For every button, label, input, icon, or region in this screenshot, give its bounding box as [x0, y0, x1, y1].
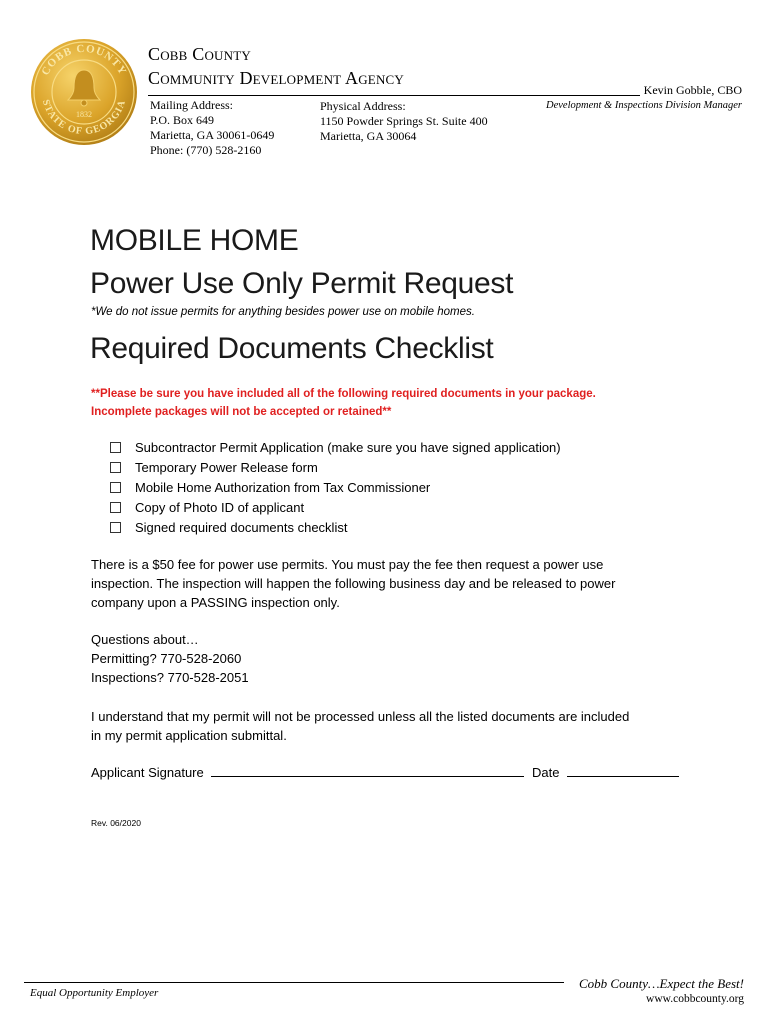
checklist-item: [110, 497, 561, 517]
checklist-item: [110, 517, 561, 537]
paragraph-line: There is a $50 fee for power use permits. You must pay the fee then request a power use: [91, 557, 604, 572]
power-use-note: *We do not issue permits for anything besides power use on mobile homes.: [91, 306, 475, 318]
physical-address-line: Marietta, GA 30064: [320, 129, 417, 143]
checklist-item-label: Copy of Photo ID of applicant: [135, 499, 305, 515]
revision-date: Rev. 06/2020: [91, 818, 141, 828]
checklist-item-label: Subcontractor Permit Application (make sure you have signed application): [135, 439, 561, 455]
footer-divider: [24, 982, 564, 983]
applicant-signature-field[interactable]: [211, 762, 524, 777]
cobb-county-seal-logo: [30, 38, 138, 146]
checklist-item: [110, 477, 561, 497]
checklist-heading: Required Documents Checklist: [90, 332, 494, 365]
checklist-item: [110, 437, 561, 457]
checkbox[interactable]: [110, 462, 121, 473]
applicant-signature-label: Applicant Signature: [91, 765, 204, 780]
paragraph-line: inspection. The inspection will happen the following business day and be released to power: [91, 576, 616, 591]
svg-text:1832: 1832: [76, 110, 92, 119]
website-link[interactable]: www.cobbcounty.org: [646, 993, 744, 1005]
paragraph-line: I understand that my permit will not be processed unless all the listed documents are included: [91, 709, 630, 724]
checklist-item-label: Temporary Power Release form: [135, 459, 318, 475]
county-slogan: Cobb County…Expect the Best!: [579, 976, 744, 991]
signature-row: [91, 762, 679, 780]
header-divider: [148, 95, 640, 96]
mailing-address: [150, 98, 274, 158]
mailing-address-line: Mailing Address:: [150, 98, 233, 112]
physical-address-line: Physical Address:: [320, 99, 406, 113]
page-title-line2: Power Use Only Permit Request: [90, 267, 514, 300]
acknowledgement-paragraph: [91, 707, 701, 745]
warning-line: **Please be sure you have included all of the following required documents in your package.: [91, 388, 596, 400]
page-title-line1: MOBILE HOME: [90, 224, 299, 257]
svg-text:STATE OF GEORGIA: STATE OF GEORGIA: [39, 98, 129, 138]
agency-name-line1: Cobb County: [148, 44, 251, 64]
mailing-address-line: P.O. Box 649: [150, 113, 215, 127]
svg-text:COBB COUNTY: COBB COUNTY: [39, 42, 129, 78]
checkbox[interactable]: [110, 482, 121, 493]
warning-line: Incomplete packages will not be accepted or retained**: [91, 406, 392, 418]
checklist-item-label: Signed required documents checklist: [135, 519, 348, 535]
checkbox[interactable]: [110, 522, 121, 533]
questions-line: Questions about…: [91, 632, 199, 647]
mailing-address-line: Phone: (770) 528-2160: [150, 143, 262, 157]
date-label: Date: [532, 765, 560, 780]
mailing-address-line: Marietta, GA 30061-0649: [150, 128, 275, 142]
manager-name: Kevin Gobble, CBO: [643, 83, 742, 97]
required-documents-warning: [91, 385, 596, 421]
checkbox[interactable]: [110, 442, 121, 453]
equal-opportunity-text: Equal Opportunity Employer: [30, 987, 159, 999]
fee-paragraph: [91, 555, 691, 612]
inspections-phone: Inspections? 770-528-2051: [91, 670, 249, 685]
agency-name: [148, 42, 404, 90]
checklist-item-label: Mobile Home Authorization from Tax Commissioner: [135, 479, 431, 495]
manager-title: Development & Inspections Division Manager: [546, 100, 742, 111]
paragraph-line: company upon a PASSING inspection only.: [91, 595, 340, 610]
agency-name-line2: Community Development Agency: [148, 68, 404, 88]
checkbox[interactable]: [110, 502, 121, 513]
checklist-item: [110, 457, 561, 477]
questions-contacts: [91, 630, 249, 687]
documents-checklist: [110, 437, 561, 537]
paragraph-line: in my permit application submittal.: [91, 728, 287, 743]
physical-address-line: 1150 Powder Springs St. Suite 400: [320, 114, 488, 128]
permitting-phone: Permitting? 770-528-2060: [91, 651, 242, 666]
date-field[interactable]: [567, 762, 679, 777]
physical-address: [320, 99, 488, 144]
